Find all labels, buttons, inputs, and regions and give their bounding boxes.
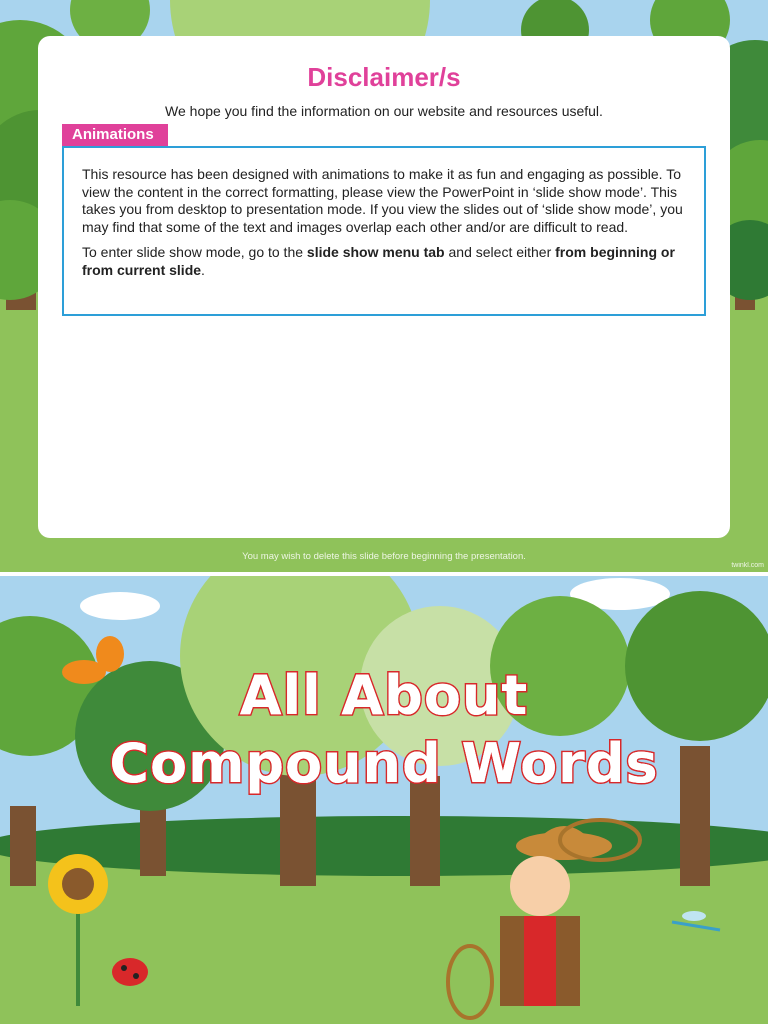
p2-text-start: To enter slide show mode, go to the	[82, 244, 307, 260]
disclaimer-title: Disclaimer/s	[307, 62, 461, 92]
delete-slide-note: You may wish to delete this slide before beginning the presentation.	[242, 551, 526, 562]
animations-info-box	[62, 146, 706, 316]
animations-paragraph-1: This resource has been designed with animations to make it as fun and engaging as possible. To view the content in the correct formatting, please view the PowerPoint in ‘slide show mode’. This takes you from desktop to presentation mode. If you view the slides out of ‘slide show mode’, you may find that some of the text and images overlap each other and/or are difficult to read.	[82, 166, 683, 235]
animations-tab-label: Animations	[62, 124, 168, 146]
disclaimer-subtitle: We hope you find the information on our website and resources useful.	[165, 103, 603, 119]
p2-bold-options: from beginning or from current slide	[82, 244, 675, 278]
brand-watermark: twinkl.com	[731, 562, 764, 569]
cover-slide	[0, 576, 768, 1024]
cover-title-line-1: All About	[239, 664, 529, 727]
p2-text-mid: and select either	[444, 244, 556, 260]
forest-scene-illustration	[0, 576, 768, 1024]
animations-paragraph-2	[82, 244, 686, 279]
cover-title-line-2: Compound Words	[109, 732, 659, 795]
p2-text-end: .	[201, 261, 205, 278]
p2-bold-menu-tab: slide show menu tab	[306, 244, 445, 260]
